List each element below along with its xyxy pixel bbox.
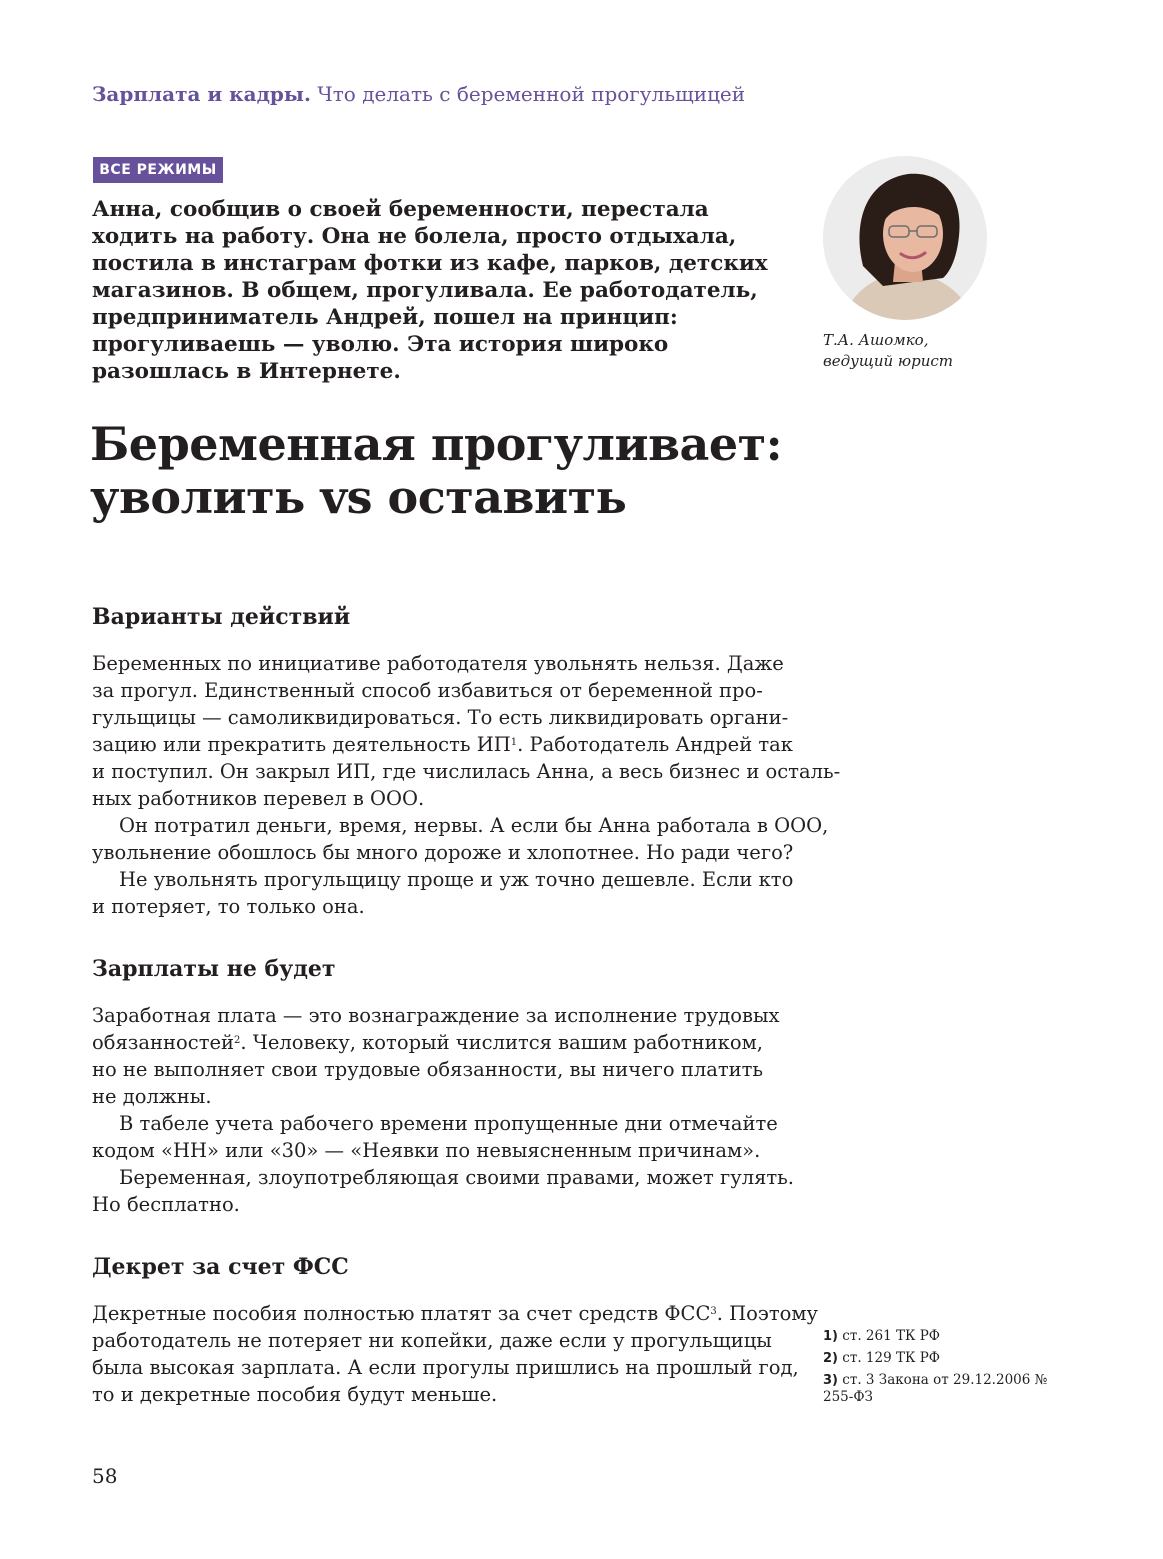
lead-line: Анна, сообщив о своей беременности, перестала [92, 197, 709, 222]
footnote-ref: 3 [710, 1306, 717, 1317]
running-head [92, 82, 745, 106]
text-line: за прогул. Единственный способ избавиться от беременной про- [92, 679, 763, 702]
footnotes [823, 1328, 1053, 1411]
footnote-mark: 3) [823, 1373, 838, 1388]
section-heading: Декрет за счет ФСС [92, 1254, 349, 1280]
footnote-mark: 1) [823, 1329, 838, 1344]
author-role: ведущий юрист [823, 352, 954, 370]
footnote-text: ст. 129 ТК РФ [842, 1350, 941, 1366]
text-line: Но бесплатно. [92, 1193, 240, 1216]
text-line: ных работников перевел в ООО. [92, 787, 425, 810]
footnote [823, 1372, 1053, 1406]
text-line: работодатель не потеряет ни копейки, даже если у прогульщицы [92, 1329, 772, 1352]
author-caption [823, 330, 953, 372]
page-number: 58 [92, 1464, 118, 1488]
text-line [92, 1300, 819, 1327]
text-line: увольнение обошлось бы много дороже и хлопотнее. Но ради чего? [92, 841, 794, 864]
author-photo [823, 156, 987, 320]
footnote-text: ст. 3 Закона от 29.12.2006 № 255-ФЗ [823, 1372, 1048, 1405]
text-line [92, 731, 793, 758]
section-body [92, 650, 841, 920]
text-line: и потеряет, то только она. [92, 895, 365, 918]
title-line: уволить vs оставить [90, 470, 627, 524]
text-line: Он потратил деньги, время, нервы. А если бы Анна работала в ООО, [119, 814, 829, 837]
text-line: В табеле учета рабочего времени пропущенные дни отмечайте [119, 1112, 778, 1135]
text-fragment: . Человеку, который числится вашим работником, [240, 1031, 763, 1054]
lead-paragraph [92, 196, 768, 385]
text-line: Беременная, злоупотребляющая своими правами, может гулять. [119, 1166, 794, 1189]
text-line: но не выполняет свои трудовые обязанности, вы ничего платить [92, 1058, 764, 1081]
section-body [92, 1002, 794, 1218]
author-name: Т.А. Ашомко, [823, 331, 929, 349]
text-fragment: Декретные пособия полностью платят за счет средств ФСС [92, 1302, 711, 1325]
running-head-section: Зарплата и кадры. [92, 82, 311, 106]
text-line: и поступил. Он закрыл ИП, где числилась Анна, а весь бизнес и осталь- [92, 760, 841, 783]
text-line: кодом «НН» или «30» — «Неявки по невыясненным причинам». [92, 1139, 761, 1162]
footnote [823, 1328, 1053, 1345]
text-fragment: обязанностей [92, 1031, 235, 1054]
lead-line: разошлась в Интернете. [92, 359, 401, 384]
title-line: Беременная прогуливает: [90, 417, 783, 471]
text-fragment: зацию или прекратить деятельность ИП [92, 733, 511, 756]
text-fragment: . Поэтому [716, 1302, 819, 1325]
regime-badge: ВСЕ РЕЖИМЫ [93, 157, 223, 183]
text-line [92, 1029, 772, 1056]
article-title [90, 418, 782, 524]
footnote [823, 1350, 1053, 1367]
lead-line: ходить на работу. Она не болела, просто отдыхала, [92, 224, 737, 249]
text-line: Не увольнять прогульщицу проще и уж точно дешевле. Если кто [119, 868, 794, 891]
footnote-ref: 1 [510, 737, 518, 748]
text-line: Заработная плата — это вознаграждение за исполнение трудовых [92, 1004, 780, 1027]
lead-line: прогуливаешь — уволю. Эта история широко [92, 332, 669, 357]
section-heading: Варианты действий [92, 604, 351, 630]
footnote-mark: 2) [823, 1351, 838, 1366]
text-line: Беременных по инициативе работодателя увольнять нельзя. Даже [92, 652, 784, 675]
author-portrait [823, 156, 987, 320]
running-head-topic: Что делать с беременной прогульщицей [317, 82, 746, 106]
text-line: то и декретные пособия будут меньше. [92, 1383, 498, 1406]
lead-line: постила в инстаграм фотки из кафе, парков, детских [92, 251, 768, 276]
footnote-text: ст. 261 ТК РФ [842, 1328, 941, 1344]
text-line: не должны. [92, 1085, 212, 1108]
section-heading: Зарплаты не будет [92, 956, 336, 982]
text-fragment: . Работодатель Андрей так [517, 733, 793, 756]
lead-line: магазинов. В общем, прогуливала. Ее работодатель, [92, 278, 758, 303]
text-line: была высокая зарплата. А если прогулы пришлись на прошлый год, [92, 1356, 799, 1379]
lead-line: предприниматель Андрей, пошел на принцип: [92, 305, 678, 330]
footnote-ref: 2 [234, 1035, 241, 1046]
text-line: гульщицы — самоликвидироваться. То есть ликвидировать органи- [92, 706, 789, 729]
section-body [92, 1300, 819, 1408]
